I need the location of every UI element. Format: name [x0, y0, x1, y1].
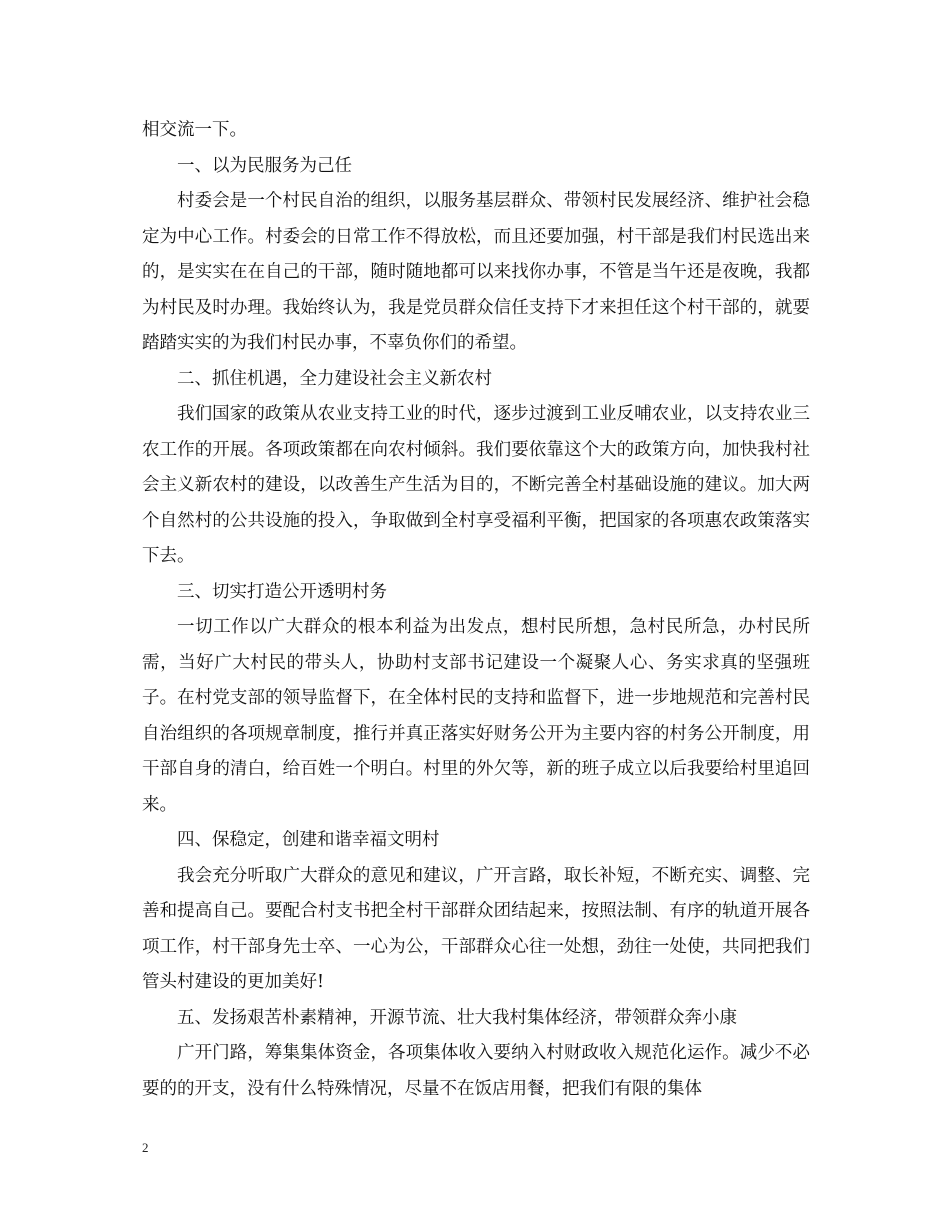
page-number: 2 — [142, 1140, 149, 1155]
paragraph: 我会充分听取广大群众的意见和建议，广开言路，取长补短，不断充实、调整、完善和提高自己。要配合村支书把全村干部群众团结起来，按照法制、有序的轨道开展各项工作，村干部身先士卒、一心为公，干部群众心往一处想，劲往一处使，共同把我们管头村建设的更加美好! — [142, 865, 810, 992]
section-heading-4: 四、保稳定，创建和谐幸福文明村 — [177, 830, 440, 850]
section-heading-2: 二、抓住机遇，全力建设社会主义新农村 — [177, 368, 492, 389]
paragraph: 我们国家的政策从农业支持工业的时代，逐步过渡到工业反哺农业，以支持农业三农工作的开展。各项政策都在向农村倾斜。我们要依靠这个大的政策方向，加快我村社会主义新农村的建设，以改善生产生活为目的，不断完善全村基础设施的建议。加大两个自然村的公共设施的投入，争取做到全村享受福利平衡，把国家的各项惠农政策落实下去。 — [142, 404, 810, 566]
section-heading-1: 一、以为民服务为己任 — [177, 155, 352, 176]
paragraph-continuation: 相交流一下。 — [142, 120, 247, 140]
paragraph: 广开门路，筹集集体资金，各项集体收入要纳入村财政收入规范化运作。减少不必要的的开支，没有什么特殊情况，尽量不在饭店用餐，把我们有限的集体 — [142, 1043, 810, 1099]
paragraph: 一切工作以广大群众的根本利益为出发点，想村民所想，急村民所急，办村民所需，当好广大村民的带头人，协助村支部书记建设一个凝聚人心、务实求真的坚强班子。在村党支部的领导监督下，在全体村民的支持和监督下，进一步地规范和完善村民自治组织的各项规章制度，推行并真正落实好财务公开为主要内容的村务公开制度，用干部自身的清白，给百姓一个明白。村里的外欠等，新的班子成立以后我要给村里追回来。 — [142, 617, 810, 815]
body-text — [142, 113, 810, 1107]
section-heading-5: 五、发扬艰苦朴素精神，开源节流、壮大我村集体经济，带领群众奔小康 — [177, 1007, 737, 1028]
section-heading-3: 三、切实打造公开透明村务 — [177, 581, 387, 602]
paragraph: 村委会是一个村民自治的组织，以服务基层群众、带领村民发展经济、维护社会稳定为中心工作。村委会的日常工作不得放松，而且还要加强，村干部是我们村民选出来的，是实实在在自己的干部，随时随地都可以来找你办事，不管是当午还是夜晚，我都为村民及时办理。我始终认为，我是党员群众信任支持下才来担任这个村干部的，就要踏踏实实的为我们村民办事，不辜负你们的希望。 — [142, 191, 810, 353]
